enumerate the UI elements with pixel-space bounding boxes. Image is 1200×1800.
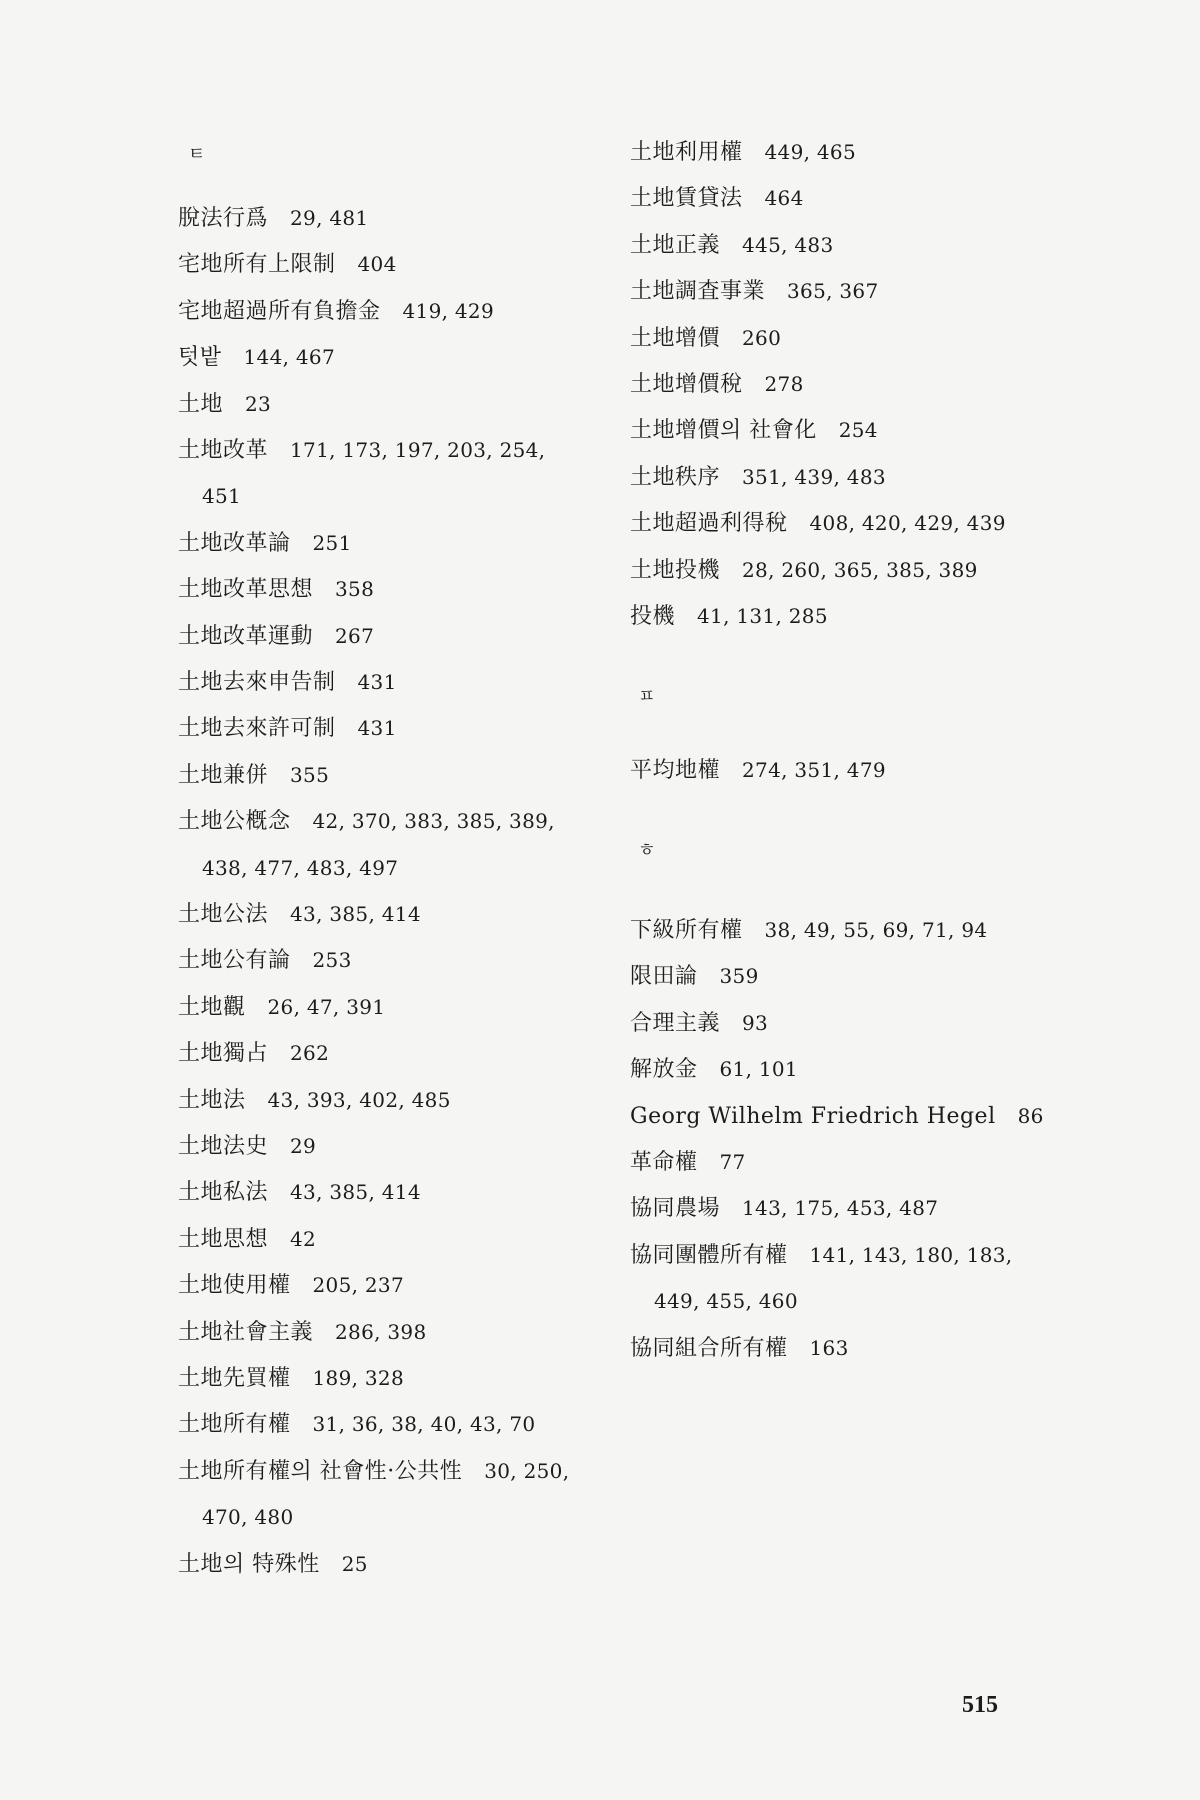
index-term: 土地의 特殊性: [178, 1551, 320, 1577]
index-term: 平均地權: [630, 758, 721, 783]
index-pages: 31, 36, 38, 40, 43, 70: [312, 1412, 536, 1437]
index-term: 土地法: [178, 1087, 246, 1113]
index-term: 텃밭: [178, 345, 222, 371]
index-pages: 355: [290, 762, 330, 787]
index-entry: [178, 761, 329, 789]
index-pages: 38, 49, 55, 69, 71, 94: [764, 918, 988, 942]
index-entry: [630, 1241, 1012, 1269]
index-entry: [630, 916, 987, 944]
index-term: 土地先買權: [178, 1366, 291, 1391]
index-entry: [178, 807, 555, 835]
index-term: 土地改革運動: [178, 623, 314, 649]
index-term: 土地增價: [630, 325, 721, 351]
index-pages: 286, 398: [335, 1319, 427, 1344]
index-entry: [178, 297, 494, 325]
index-term: 革命權: [630, 1150, 698, 1175]
index-entry: [178, 993, 385, 1021]
index-pages: 29, 481: [290, 206, 369, 230]
index-term: 協同農場: [630, 1196, 721, 1222]
page-number: 515: [962, 1692, 998, 1718]
index-term: 協同團體所有權: [630, 1242, 788, 1268]
index-term: 土地獨占: [178, 1041, 269, 1067]
index-entry: [178, 668, 397, 696]
index-term: 協同組合所有權: [630, 1335, 788, 1361]
index-term: 土地所有權: [178, 1412, 291, 1438]
index-term: 土地社會主義: [178, 1319, 314, 1345]
index-entry: [630, 1102, 1044, 1130]
index-entry: [178, 343, 335, 371]
index-pages: 419, 429: [402, 298, 494, 323]
index-pages: 464: [764, 186, 804, 211]
index-term: 土地增價의 社會化: [630, 418, 817, 444]
index-entry: [630, 1148, 746, 1176]
index-pages: 253: [312, 948, 352, 973]
index-entry: [630, 416, 878, 444]
section-heading-t: ㅌ: [188, 144, 206, 165]
index-term: 土地公有論: [178, 948, 291, 974]
index-pages-continued: [654, 1287, 798, 1315]
index-term: 宅地所有上限制: [178, 252, 336, 278]
index-term: 宅地超過所有負擔金: [178, 298, 381, 324]
index-entry: [178, 900, 421, 928]
index-term: 土地投機: [630, 557, 721, 583]
index-pages: 431: [357, 670, 397, 694]
index-term: Georg Wilhelm Friedrich Hegel: [630, 1103, 996, 1129]
index-entry: [630, 556, 978, 584]
index-term: 土地公法: [178, 902, 269, 927]
index-entry: [178, 1271, 404, 1299]
index-entry: [178, 1457, 569, 1485]
index-term: 土地思想: [178, 1226, 269, 1252]
index-pages: 205, 237: [312, 1273, 404, 1298]
index-term: 土地賃貸法: [630, 186, 743, 212]
index-term: 土地秩序: [630, 464, 721, 490]
index-entry: [630, 231, 833, 259]
index-entry: [178, 204, 368, 232]
index-pages: 260: [742, 325, 782, 350]
index-term: 土地去來許可制: [178, 716, 336, 742]
index-pages: 189, 328: [312, 1366, 404, 1390]
index-term: 土地改革思想: [178, 577, 314, 603]
index-pages: 267: [335, 623, 375, 648]
index-term: 土地改革論: [178, 530, 291, 556]
index-entry: [630, 962, 759, 990]
index-pages: 359: [719, 964, 759, 989]
index-term: 土地超過利得稅: [630, 511, 788, 537]
index-entry: [178, 436, 545, 464]
index-pages: 408, 420, 429, 439: [809, 511, 1006, 536]
index-entry: [178, 1318, 426, 1346]
index-entry: [630, 602, 828, 630]
index-pages-continued: [202, 1503, 293, 1531]
index-entry: [178, 575, 374, 603]
index-term: 下級所有權: [630, 918, 743, 943]
index-pages: 278: [764, 372, 804, 396]
index-pages: 251: [312, 530, 352, 555]
index-term: 土地私法: [178, 1180, 269, 1206]
section-heading-p: ㅍ: [638, 686, 656, 707]
index-pages: 61, 101: [719, 1057, 798, 1082]
index-entry: [630, 324, 781, 352]
index-pages: 77: [719, 1150, 746, 1174]
index-pages: 143, 175, 453, 487: [742, 1196, 939, 1221]
index-pages: 141, 143, 180, 183,: [809, 1242, 1013, 1267]
index-entry: [630, 1194, 938, 1222]
index-term: 脫法行爲: [178, 206, 269, 231]
index-pages: 41, 131, 285: [697, 604, 828, 628]
index-entry: [630, 509, 1006, 537]
index-pages: 445, 483: [742, 232, 834, 257]
section-heading-h: ㅎ: [638, 840, 656, 861]
index-term: 土地調査事業: [630, 279, 766, 305]
index-pages: 163: [809, 1335, 849, 1360]
index-entry: [630, 1334, 849, 1362]
index-term: 土地使用權: [178, 1273, 291, 1299]
index-pages: 262: [290, 1041, 330, 1066]
index-pages: 25: [341, 1551, 368, 1576]
index-entry: [178, 250, 397, 278]
index-entry: [178, 1086, 451, 1114]
index-term: 土地所有權의 社會性·公共性: [178, 1458, 463, 1484]
index-term: 土地利用權: [630, 140, 743, 165]
index-term: 合理主義: [630, 1010, 721, 1036]
index-pages: 43, 393, 402, 485: [267, 1087, 451, 1112]
index-entry: [178, 622, 374, 650]
index-pages: 358: [335, 577, 375, 602]
index-pages: 23: [245, 391, 272, 416]
index-entry: [630, 370, 804, 398]
index-pages: 86: [1017, 1103, 1044, 1128]
index-pages: 449, 455, 460: [654, 1289, 798, 1314]
index-entry: [178, 1178, 421, 1206]
index-pages: 254: [838, 418, 878, 443]
index-pages: 29: [290, 1134, 317, 1158]
index-pages: 42: [290, 1226, 317, 1251]
index-pages: 28, 260, 365, 385, 389: [742, 557, 978, 582]
index-entry: [630, 756, 886, 784]
index-pages: 431: [357, 716, 397, 741]
index-pages: 404: [357, 252, 397, 277]
index-entry: [178, 390, 271, 418]
index-pages: 43, 385, 414: [290, 902, 421, 926]
index-entry: [630, 463, 886, 491]
index-pages: 451: [202, 484, 242, 509]
index-entry: [178, 714, 397, 742]
index-term: 土地兼併: [178, 762, 269, 788]
index-term: 土地法史: [178, 1134, 269, 1159]
index-pages: 43, 385, 414: [290, 1180, 421, 1205]
index-term: 土地公槪念: [178, 809, 291, 835]
index-entry: [630, 1009, 768, 1037]
index-term: 土地正義: [630, 232, 721, 258]
index-entry: [178, 1410, 535, 1438]
index-pages: 30, 250,: [484, 1458, 570, 1483]
index-pages: 171, 173, 197, 203, 254,: [290, 438, 546, 462]
index-entry: [178, 1225, 316, 1253]
index-term: 土地去來申告制: [178, 670, 336, 695]
index-entry: [630, 138, 856, 166]
index-pages-continued: [202, 854, 398, 882]
index-entry: [178, 1364, 404, 1392]
index-entry: [178, 1550, 368, 1578]
index-pages: 144, 467: [243, 345, 335, 370]
index-entry: [178, 529, 352, 557]
index-term: 土地改革: [178, 438, 269, 463]
index-pages: 26, 47, 391: [267, 994, 386, 1019]
index-term: 土地觀: [178, 994, 246, 1020]
index-pages: 438, 477, 483, 497: [202, 855, 399, 880]
index-term: 土地: [178, 391, 224, 417]
index-pages: 365, 367: [787, 279, 879, 304]
index-entry: [630, 277, 878, 305]
index-entry: [630, 1055, 798, 1083]
index-term: 限田論: [630, 964, 698, 990]
index-entry: [178, 1132, 316, 1160]
index-pages: 449, 465: [764, 140, 856, 164]
index-entry: [178, 946, 352, 974]
index-pages: 274, 351, 479: [742, 758, 886, 782]
index-entry: [178, 1039, 329, 1067]
index-pages-continued: [202, 482, 241, 510]
index-entry: [630, 184, 804, 212]
index-pages: 470, 480: [202, 1505, 294, 1530]
index-pages: 93: [742, 1010, 769, 1035]
index-term: 土地增價稅: [630, 372, 743, 397]
index-term: 解放金: [630, 1057, 698, 1083]
index-pages: 351, 439, 483: [742, 464, 886, 489]
index-term: 投機: [630, 604, 676, 629]
index-pages: 42, 370, 383, 385, 389,: [312, 809, 555, 834]
